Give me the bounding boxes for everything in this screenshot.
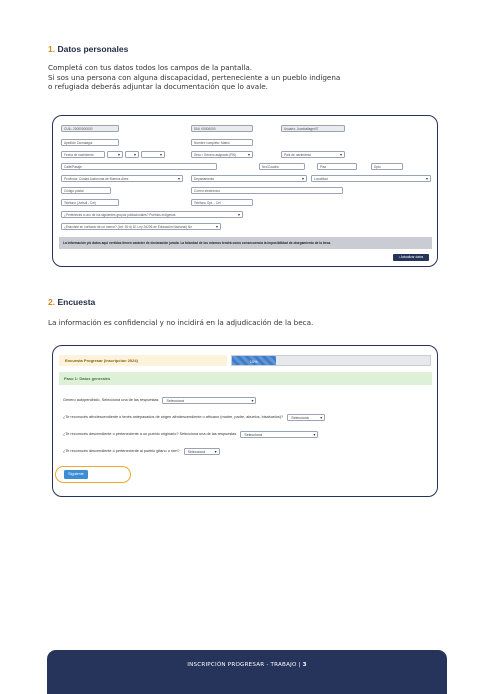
survey-title: Encuesta Progresar (Inscripcion 2024) (59, 355, 227, 366)
provincia-select[interactable]: Provincia: Ciudad Autónoma de Buenos Aires ▾ (61, 175, 183, 182)
contacto-menor-select[interactable]: ¿Estuviste en contacto de un menor? (Art. 30 d) Dl. Ley 26206 de Educación Nacional) No ▾ (61, 223, 221, 230)
page-number: 3 (302, 662, 307, 668)
question-pueblo-originario: ¿Te reconocés descendiente o perteneciente a un pueblo originario? Seleccioná una de las respuestas Seleccioná ▾ (63, 430, 318, 438)
section-number: 2. (48, 297, 56, 307)
section-title-datos-personales (48, 44, 128, 54)
save-icon: ▪ (398, 255, 400, 259)
localidad-select[interactable]: Localidad ▾ (311, 175, 431, 182)
telefono-celular-field[interactable]: Teléfono Opt. - Cel (191, 199, 253, 206)
sexo-select[interactable]: Sexo / Género asignado (RN) ▾ (191, 151, 253, 158)
afrodescendiente-select[interactable]: Seleccioná ▾ (287, 414, 325, 421)
siguiente-button[interactable]: Siguiente (64, 470, 88, 479)
section-number: 1. (48, 44, 56, 54)
para-line: Completá con tus datos todos los campos de la pantalla. (48, 63, 253, 72)
grupo-poblacional-select[interactable]: ¿Pertenecés a uno de los siguientes grupos poblacionales? Pueblos indígenas ▾ (61, 211, 243, 218)
survey-screenshot (52, 345, 438, 497)
step-heading: Paso 1: Datos generales (59, 372, 432, 385)
cuil-field[interactable]: CUIL: 20000000000 (61, 125, 119, 132)
usuario-field[interactable]: Usuario: Juanballager07 (281, 125, 345, 132)
telefono-fijo-field[interactable]: Teléfono (Jurisdi - Cel) (61, 199, 119, 206)
question-afrodescendiente: ¿Te reconocés afrodescendiente o tenés antepasados de origen afrodescendiente o africano (madre, padre, abuelos, bisabuelos)? Seleccioná ▾ (63, 413, 325, 421)
piso-field[interactable]: Piso (317, 163, 357, 170)
dni-field[interactable]: DNI: 00000000 (191, 125, 253, 132)
pueblo-originario-select[interactable]: Seleccioná ▾ (240, 431, 318, 438)
actualizar-datos-button[interactable]: ▪ Actualizar datos (393, 254, 429, 261)
progress-fill: 10% (232, 356, 276, 365)
question-genero: Género autopercibido. Seleccioná una de las respuestas Seleccioná ▾ (63, 396, 256, 404)
nombre-field[interactable]: Nombre completo: Mateo (191, 139, 253, 146)
fecha-nacimiento-label: Fecha de nacimiento (61, 151, 105, 158)
survey-progress-bar (231, 355, 431, 366)
fecha-anio-select[interactable] (141, 151, 165, 158)
genero-select[interactable]: Seleccioná ▾ (162, 397, 256, 404)
pueblo-gitano-select[interactable]: Seleccioná ▾ (184, 448, 220, 455)
section-title-text: Datos personales (57, 44, 129, 54)
para-line: Si sos una persona con alguna discapacidad, perteneciente a un pueblo indígena (48, 72, 341, 82)
fecha-dia-select[interactable] (107, 151, 123, 158)
section1-paragraph (48, 63, 340, 92)
email-field[interactable]: Correo electrónico (191, 187, 343, 194)
page-footer (47, 650, 447, 694)
question-pueblo-gitano: ¿Te reconocés descendiente o perteneciente al pueblo gitano o rom? Seleccioná ▾ (63, 447, 220, 455)
depto-field[interactable]: Dpto (371, 163, 403, 170)
section-title-encuesta (48, 297, 95, 307)
codigo-postal-field[interactable]: Código postal (61, 187, 111, 194)
nro-field[interactable]: Nro/Cuadra (259, 163, 305, 170)
declaracion-jurada-notice: La información y/o datos aquí vertidos tienen carácter de declaración jurada. La falsedad de los mismos tendrá como consecuencia la imposibilidad de otorgamiento de la beca. (59, 237, 432, 249)
fecha-mes-select[interactable] (125, 151, 139, 158)
calle-field[interactable]: Calle/Pasaje (61, 163, 217, 170)
section2-paragraph: La información es confidencial y no incidirá en la adjudicación de la beca. (48, 318, 314, 327)
footer-text: INSCRIPCIÓN PROGRESAR - TRABAJO | (187, 662, 301, 668)
apellido-field[interactable]: Apellido: Domalagui (61, 139, 119, 146)
section-title-text: Encuesta (57, 297, 96, 307)
para-line: o refugiada deberás adjuntar la documentación que lo avale. (48, 82, 268, 92)
personal-data-screenshot (52, 115, 438, 267)
pais-select[interactable]: País de nacimiento ▾ (281, 151, 345, 158)
departamento-select[interactable]: Departamento ▾ (191, 175, 307, 182)
